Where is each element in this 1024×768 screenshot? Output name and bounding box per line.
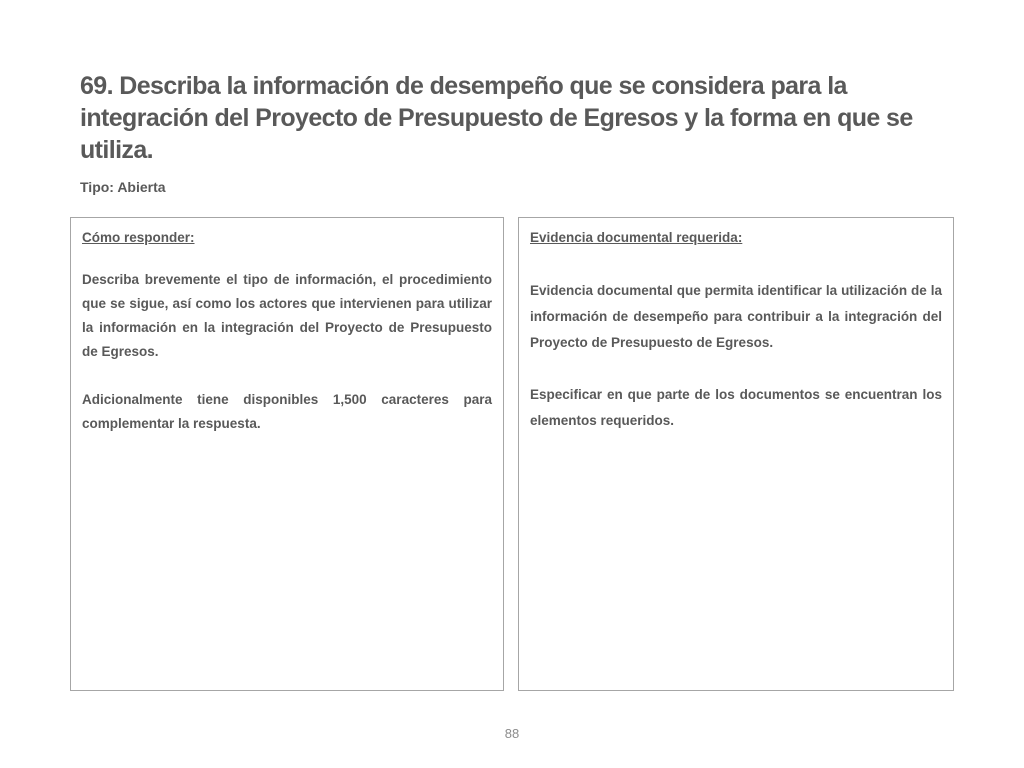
how-to-answer-box	[70, 217, 504, 691]
page-number: 88	[504, 726, 520, 741]
evidence-paragraph: Especificar en que parte de los documentos se encuentran los elementos requeridos.	[530, 387, 942, 428]
how-to-answer-heading: Cómo responder:	[82, 230, 195, 245]
how-to-answer-paragraph: Adicionalmente tiene disponibles 1,500 caracteres para complementar la respuesta.	[82, 392, 492, 431]
evidence-paragraph: Evidencia documental que permita identificar la utilización de la información de desempeño para contribuir a la integración del Proyecto de Presupuesto de Egresos.	[530, 283, 942, 350]
slide-title: 69. Describa la información de desempeño que se considera para la integración del Proyecto de Presupuesto de Egresos y la forma en que se utiliza.	[80, 72, 913, 164]
how-to-answer-paragraph: Describa brevemente el tipo de información, el procedimiento que se sigue, así como los actores que intervienen para utilizar la información en la integración del Proyecto de Presupuesto de Egresos.	[82, 272, 492, 359]
question-type: Tipo: Abierta	[80, 179, 166, 195]
evidence-heading: Evidencia documental requerida:	[530, 230, 743, 245]
evidence-box	[518, 217, 954, 691]
